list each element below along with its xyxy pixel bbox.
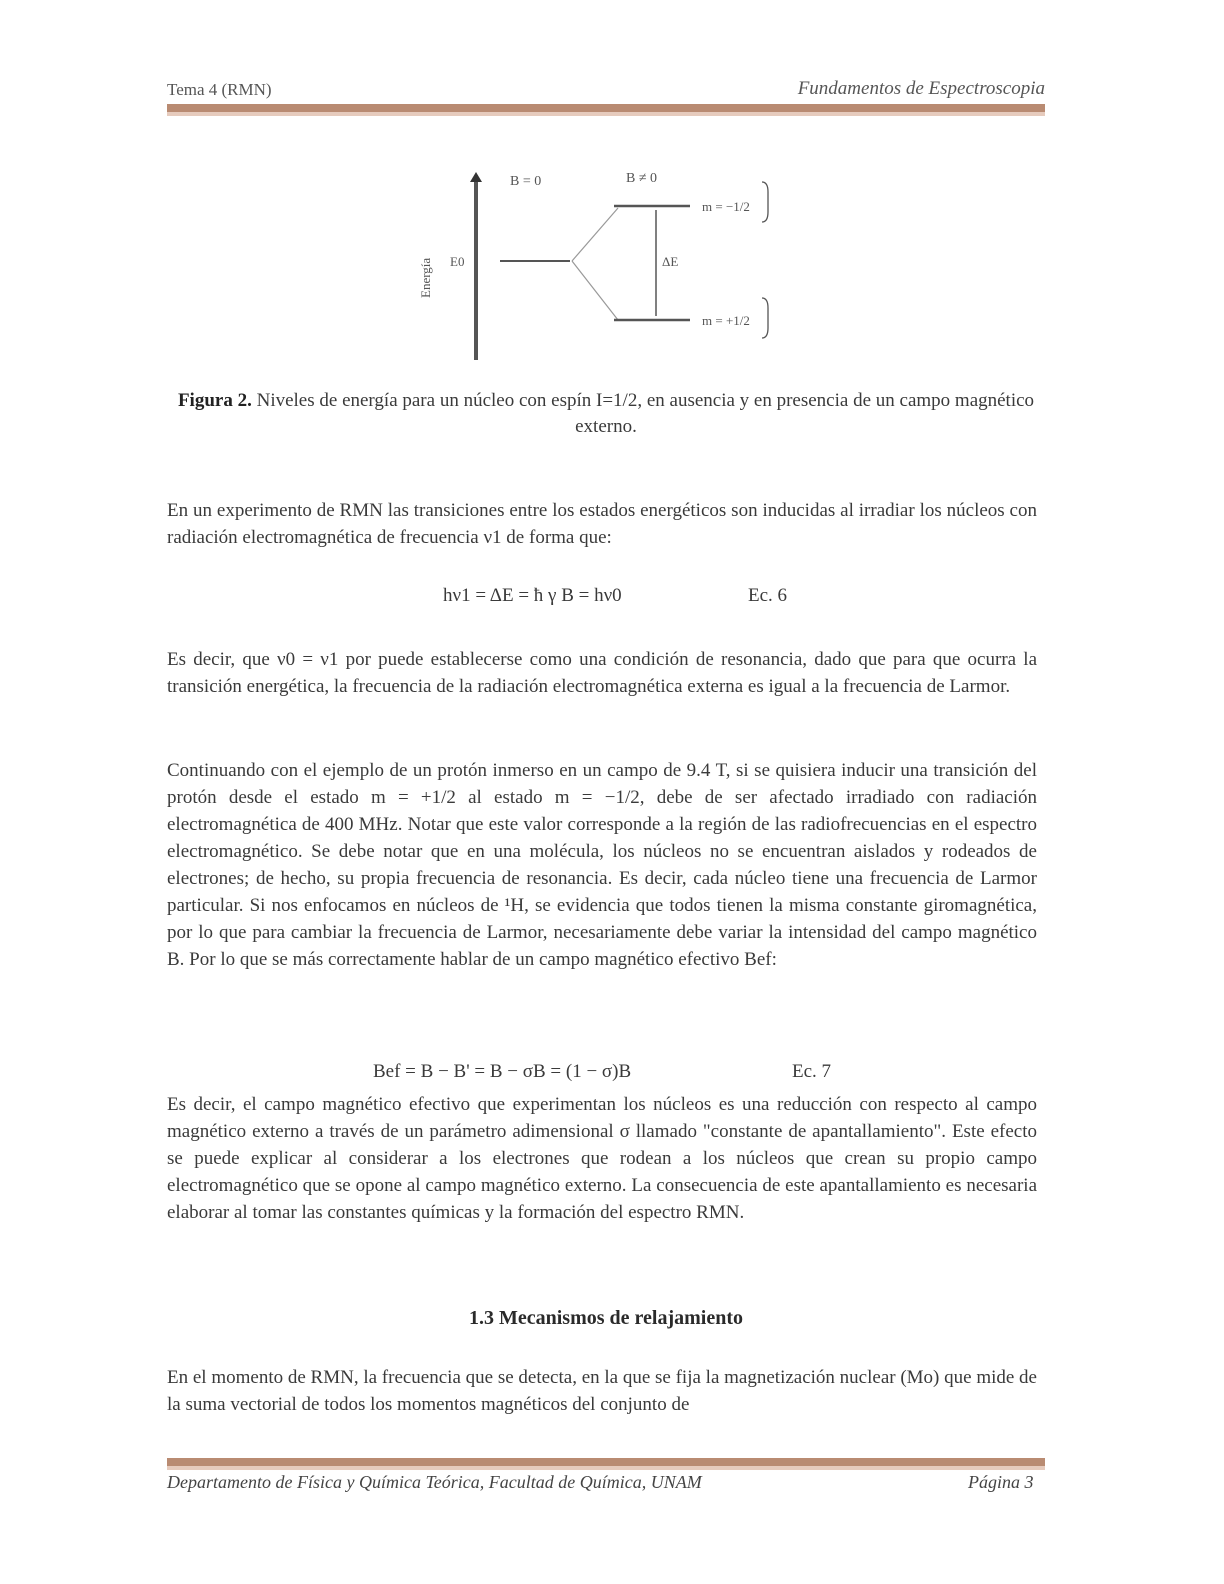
split-line-up: [572, 208, 618, 261]
section-heading: 1.3 Mecanismos de relajamiento: [468, 1307, 744, 1329]
figure-caption: [167, 388, 1045, 440]
paragraph-2: Es decir, que ν0 = ν1 por puede establecerse como una condición de resonancia, dado que para que ocurra la transición energética, la frecuencia de la radiación electromagnética externa es igual a la frecuencia de Larmor.: [167, 649, 1037, 697]
label-delta-e: ΔE: [662, 254, 679, 269]
header-left: Tema 4 (RMN): [167, 80, 272, 99]
equation-6-label: Ec. 6: [748, 585, 788, 606]
section-intro: En el momento de RMN, la frecuencia que se detecta, en la que se fija la magnetización nuclear (Mo) que mide de la suma vectorial de todos los momentos magnéticos del conjunto de: [167, 1367, 1037, 1415]
label-b: B ≠ 0: [626, 171, 658, 186]
paragraph-1: En un experimento de RMN las transiciones entre los estados energéticos son inducidas al irradiar los núcleos con radiación electromagnética de frecuencia ν1 de forma que:: [167, 500, 1037, 548]
caption-label: Figura 2.: [177, 390, 252, 411]
split-line-down: [572, 261, 618, 320]
brace-lower: [762, 298, 768, 338]
label-energy-axis: Energía: [418, 257, 433, 298]
caption-text: Niveles de energía para un núcleo con espín I=1/2, en ausencia y en presencia de un campo magnético externo.: [251, 390, 1035, 437]
label-e0: E0: [450, 254, 465, 269]
equation-6: hν1 = ΔE = ħ γ B = hν0: [443, 585, 622, 606]
equation-7: Bef = B − B' = B − σB = (1 − σ)B: [373, 1061, 632, 1082]
page-number: Página 3: [968, 1472, 1034, 1492]
page-header: [167, 74, 1045, 104]
footer-rule-light: [167, 1466, 1045, 1470]
equation-7-label: Ec. 7: [792, 1061, 832, 1082]
label-b0: B = 0: [510, 174, 542, 189]
energy-level-diagram: [400, 160, 800, 360]
footer-rule: [167, 1458, 1045, 1466]
header-rule-light: [167, 112, 1045, 116]
paragraph-3: Continuando con el ejemplo de un protón inmerso en un campo de 9.4 T, si se quisiera inducir una transición del protón desde el estado m = +1/2 al estado m = −1/2, debe de ser afectado irradiado con radiación electromagnética de 400 MHz. Notar que este valor corresponde a la región de las radiofrecuencias en el espectro electromagnético. Se debe notar que en una molécula, los núcleos no se encuentran aislados y rodeados de electrones; de hecho, su propia frecuencia de resonancia. Es decir, cada núcleo tiene una frecuencia de Larmor particular. Si nos enfocamos en núcleos de ¹H, se evidencia que todos tienen la misma constante giromagnética, por lo que para cambiar la frecuencia de Larmor, necesariamente debe variar la intensidad del campo magnético B. Por lo que se más correctamente hablar de un campo magnético efectivo Bef:: [167, 760, 1037, 970]
label-lower-level: m = +1/2: [702, 313, 750, 328]
label-upper-level: m = −1/2: [702, 199, 750, 214]
header-right: Fundamentos de Espectroscopia: [797, 78, 1045, 99]
energy-axis-arrow: [470, 172, 482, 182]
paragraph-4: Es decir, el campo magnético efectivo que experimentan los núcleos es una reducción con respecto al campo magnético externo a través de un parámetro adimensional σ llamado "constante de apantallamiento". Este efecto se puede explicar al considerar a los electrones que rodean a los núcleos que crean su propio campo electromagnético que se opone al campo magnético externo. La consecuencia de este apantallamiento es necesaria elaborar al tomar las constantes químicas y la formación del espectro RMN.: [167, 1094, 1037, 1223]
brace-upper: [762, 182, 768, 222]
header-rule: [167, 104, 1045, 112]
footer-department: Departamento de Física y Química Teórica, Facultad de Química, UNAM: [167, 1472, 702, 1492]
